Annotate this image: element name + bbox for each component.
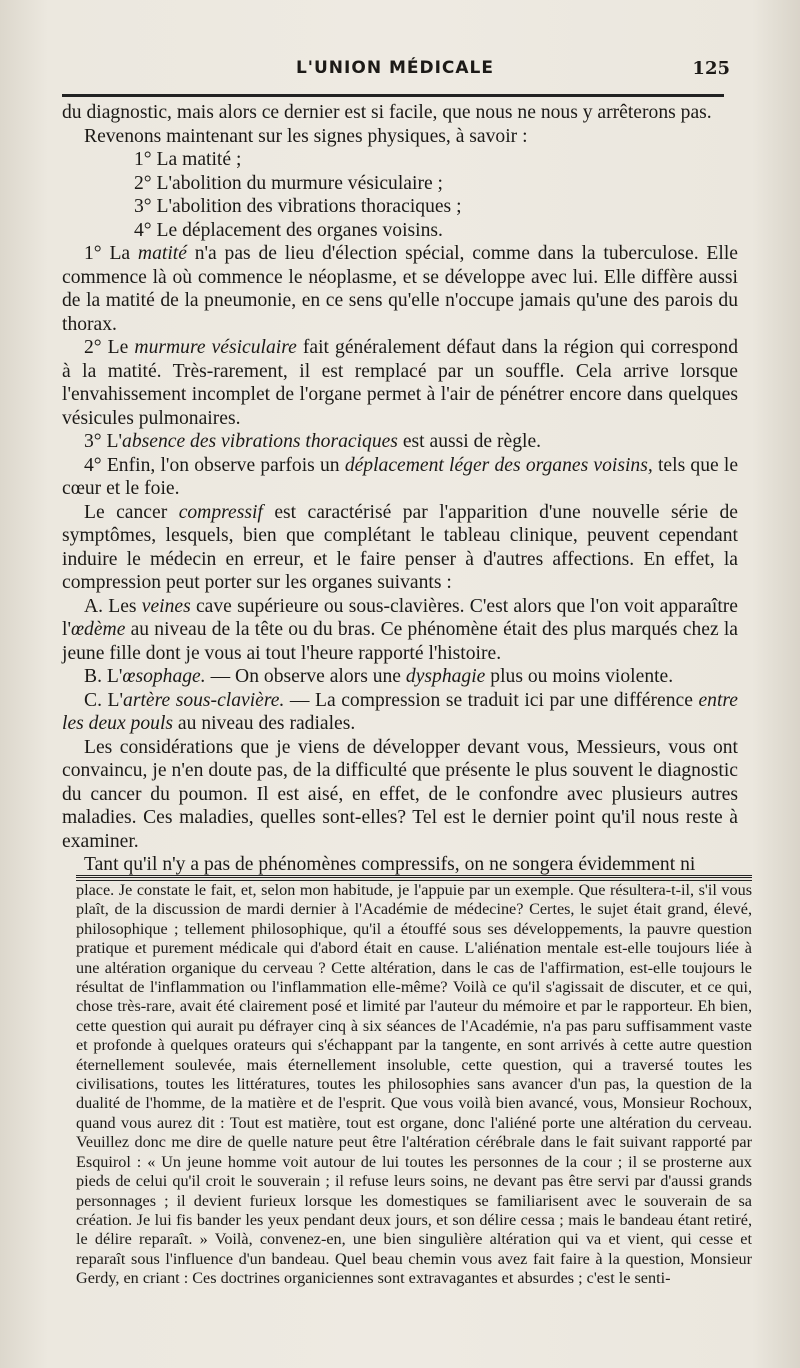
paragraph: A. Les veines cave supérieure ou sous-clavières. C'est alors que l'on voit apparaître l'œdème au niveau de la tête ou du bras. Ce phénomène était des plus marqués chez la jeune fille dont je vous ai tout l'heure rapporté l'histoire. — [62, 595, 738, 664]
list-item: 2° L'abolition du murmure vésiculaire ; — [134, 172, 444, 194]
header-rule — [62, 94, 724, 97]
paragraph: Les considérations que je viens de développer devant vous, Messieurs, vous ont convaincu, je n'en doute pas, de la difficulté que présente le plus souvent le diagnostic du cancer du poumon. Il est aisé, en effet, de le confondre avec plusieurs autres maladies. Ces maladies, quelles sont-elles? Tel est le dernier point qu'il nous reste à examiner. — [62, 736, 738, 852]
paragraph: 1° La matité n'a pas de lieu d'élection spécial, comme dans la tuberculose. Elle commence là où commence le néoplasme, et se développe avec lui. Elle diffère aussi de la matité de la pneumonie, en ce sens qu'elle n'occupe jamais qu'une des parois du thorax. — [62, 243, 738, 335]
list-item: 4° Le déplacement des organes voisins. — [134, 219, 443, 241]
footnote-text — [76, 881, 752, 1289]
footnote-paragraph: place. Je constate le fait, et, selon mon habitude, je l'appuie par un exemple. Que résultera-t-il, s'il vous plaît, de la discussion de mardi dernier à l'Académie de médecine? Certes, le sujet était grand, élevé, philosophique ; tellement philosophique, qu'il a étouffé sous ses développements, la pauvre question pratique et purement médicale qui d'abord était en cause. L'aliénation mentale est-elle toujours liée à une altération organique du cerveau ? Cette altération, dans le cas de l'affirmation, est-elle toujours le résultat de l'inflammation ou l'inflammation elle-même? Voilà ce qu'il s'agissait de discuter, et ce qui, chose très-rare, avait été clairement posé et limité par l'auteur du mémoire et par le rapporteur. Eh bien, cette question qui aurait pu défrayer cinq à six séances de l'Académie, n'a pas paru suffisamment vaste et profonde à quelques orateurs qui s'échappant par la tangente, en sont arrivés à cette autre question éternellement soulevée, mais éternellement insoluble, cette question, qui a traversé toutes les civilisations, toutes les littératures, toutes les philosophies sans avancer d'un pas, la question de la dualité de l'homme, de la matière et de l'esprit. Que vous voilà bien avancé, vous, Monsieur Rochoux, quand vous aurez dit : Tout est matière, tout est organe, donc l'aliéné porte une altération du cerveau. Veuillez donc me dire de quelle nature peut être l'altération cérébrale dans le fait suivant rapporté par Esquirol : « Un jeune homme voit autour de lui toutes les personnes de la cour ; il se prosterne aux pieds de celui qu'il croit le souverain ; il refuse leurs soins, ne devant pas être servi par d'aussi grands personnages ; il devient furieux lorsque les domestiques se familiarisent avec le souverain de sa création. Je lui fis bander les yeux pendant deux jours, et son délire cessa ; mais le bandeau étant retiré, le délire reparaît. » Voilà, convenez-en, une bien singulière altération qui va et vient, qui cesse et reparaît sous l'influence d'un bandeau. Quel beau chemin vous avez fait faire à la question, Monsieur Gerdy, en criant : Ces doctrines organiciennes sont extravagantes et absurdes ; c'est le senti- — [76, 881, 752, 1288]
paragraph: 2° Le murmure vésiculaire fait généralement défaut dans la région qui correspond à la matité. Très-rarement, il est remplacé par un souffle. Cela arrive lorsque l'envahissement incomplet de l'organe permet à l'air de pénétrer encore dans quelques vésicules pulmonaires. — [62, 337, 739, 429]
paragraph: Revenons maintenant sur les signes physiques, à savoir : — [84, 125, 528, 147]
paragraph: C. L'artère sous-clavière. — La compression se traduit ici par une différence entre les deux pouls au niveau des radiales. — [62, 689, 738, 734]
paragraph: Le cancer compressif est caractérisé par l'apparition d'une nouvelle série de symptômes, lesquels, bien que complétant le tableau clinique, peuvent cependant induire le médecin en erreur, et le faire penser à d'autres affections. En effet, la compression peut porter sur les organes suivants : — [62, 501, 738, 593]
list-item: 3° L'abolition des vibrations thoraciques ; — [134, 196, 462, 217]
running-title: L'UNION MÉDICALE — [295, 58, 495, 78]
main-text — [62, 101, 738, 877]
paragraph: 3° L'absence des vibrations thoraciques est aussi de règle. — [84, 431, 542, 452]
page-header — [60, 58, 730, 84]
paragraph: Tant qu'il n'y a pas de phénomènes compressifs, on ne songera évidemment ni — [84, 854, 696, 875]
paragraph: 4° Enfin, l'on observe parfois un déplacement léger des organes voisins, tels que le cœur et le foie. — [62, 454, 739, 499]
paragraph: B. L'œsophage. — On observe alors une dysphagie plus ou moins violente. — [84, 666, 674, 687]
page-number: 125 — [692, 58, 730, 79]
paragraph: du diagnostic, mais alors ce dernier est si facile, que nous ne nous y arrêterons pas. — [62, 102, 712, 123]
list-item: 1° La matité ; — [134, 149, 242, 170]
